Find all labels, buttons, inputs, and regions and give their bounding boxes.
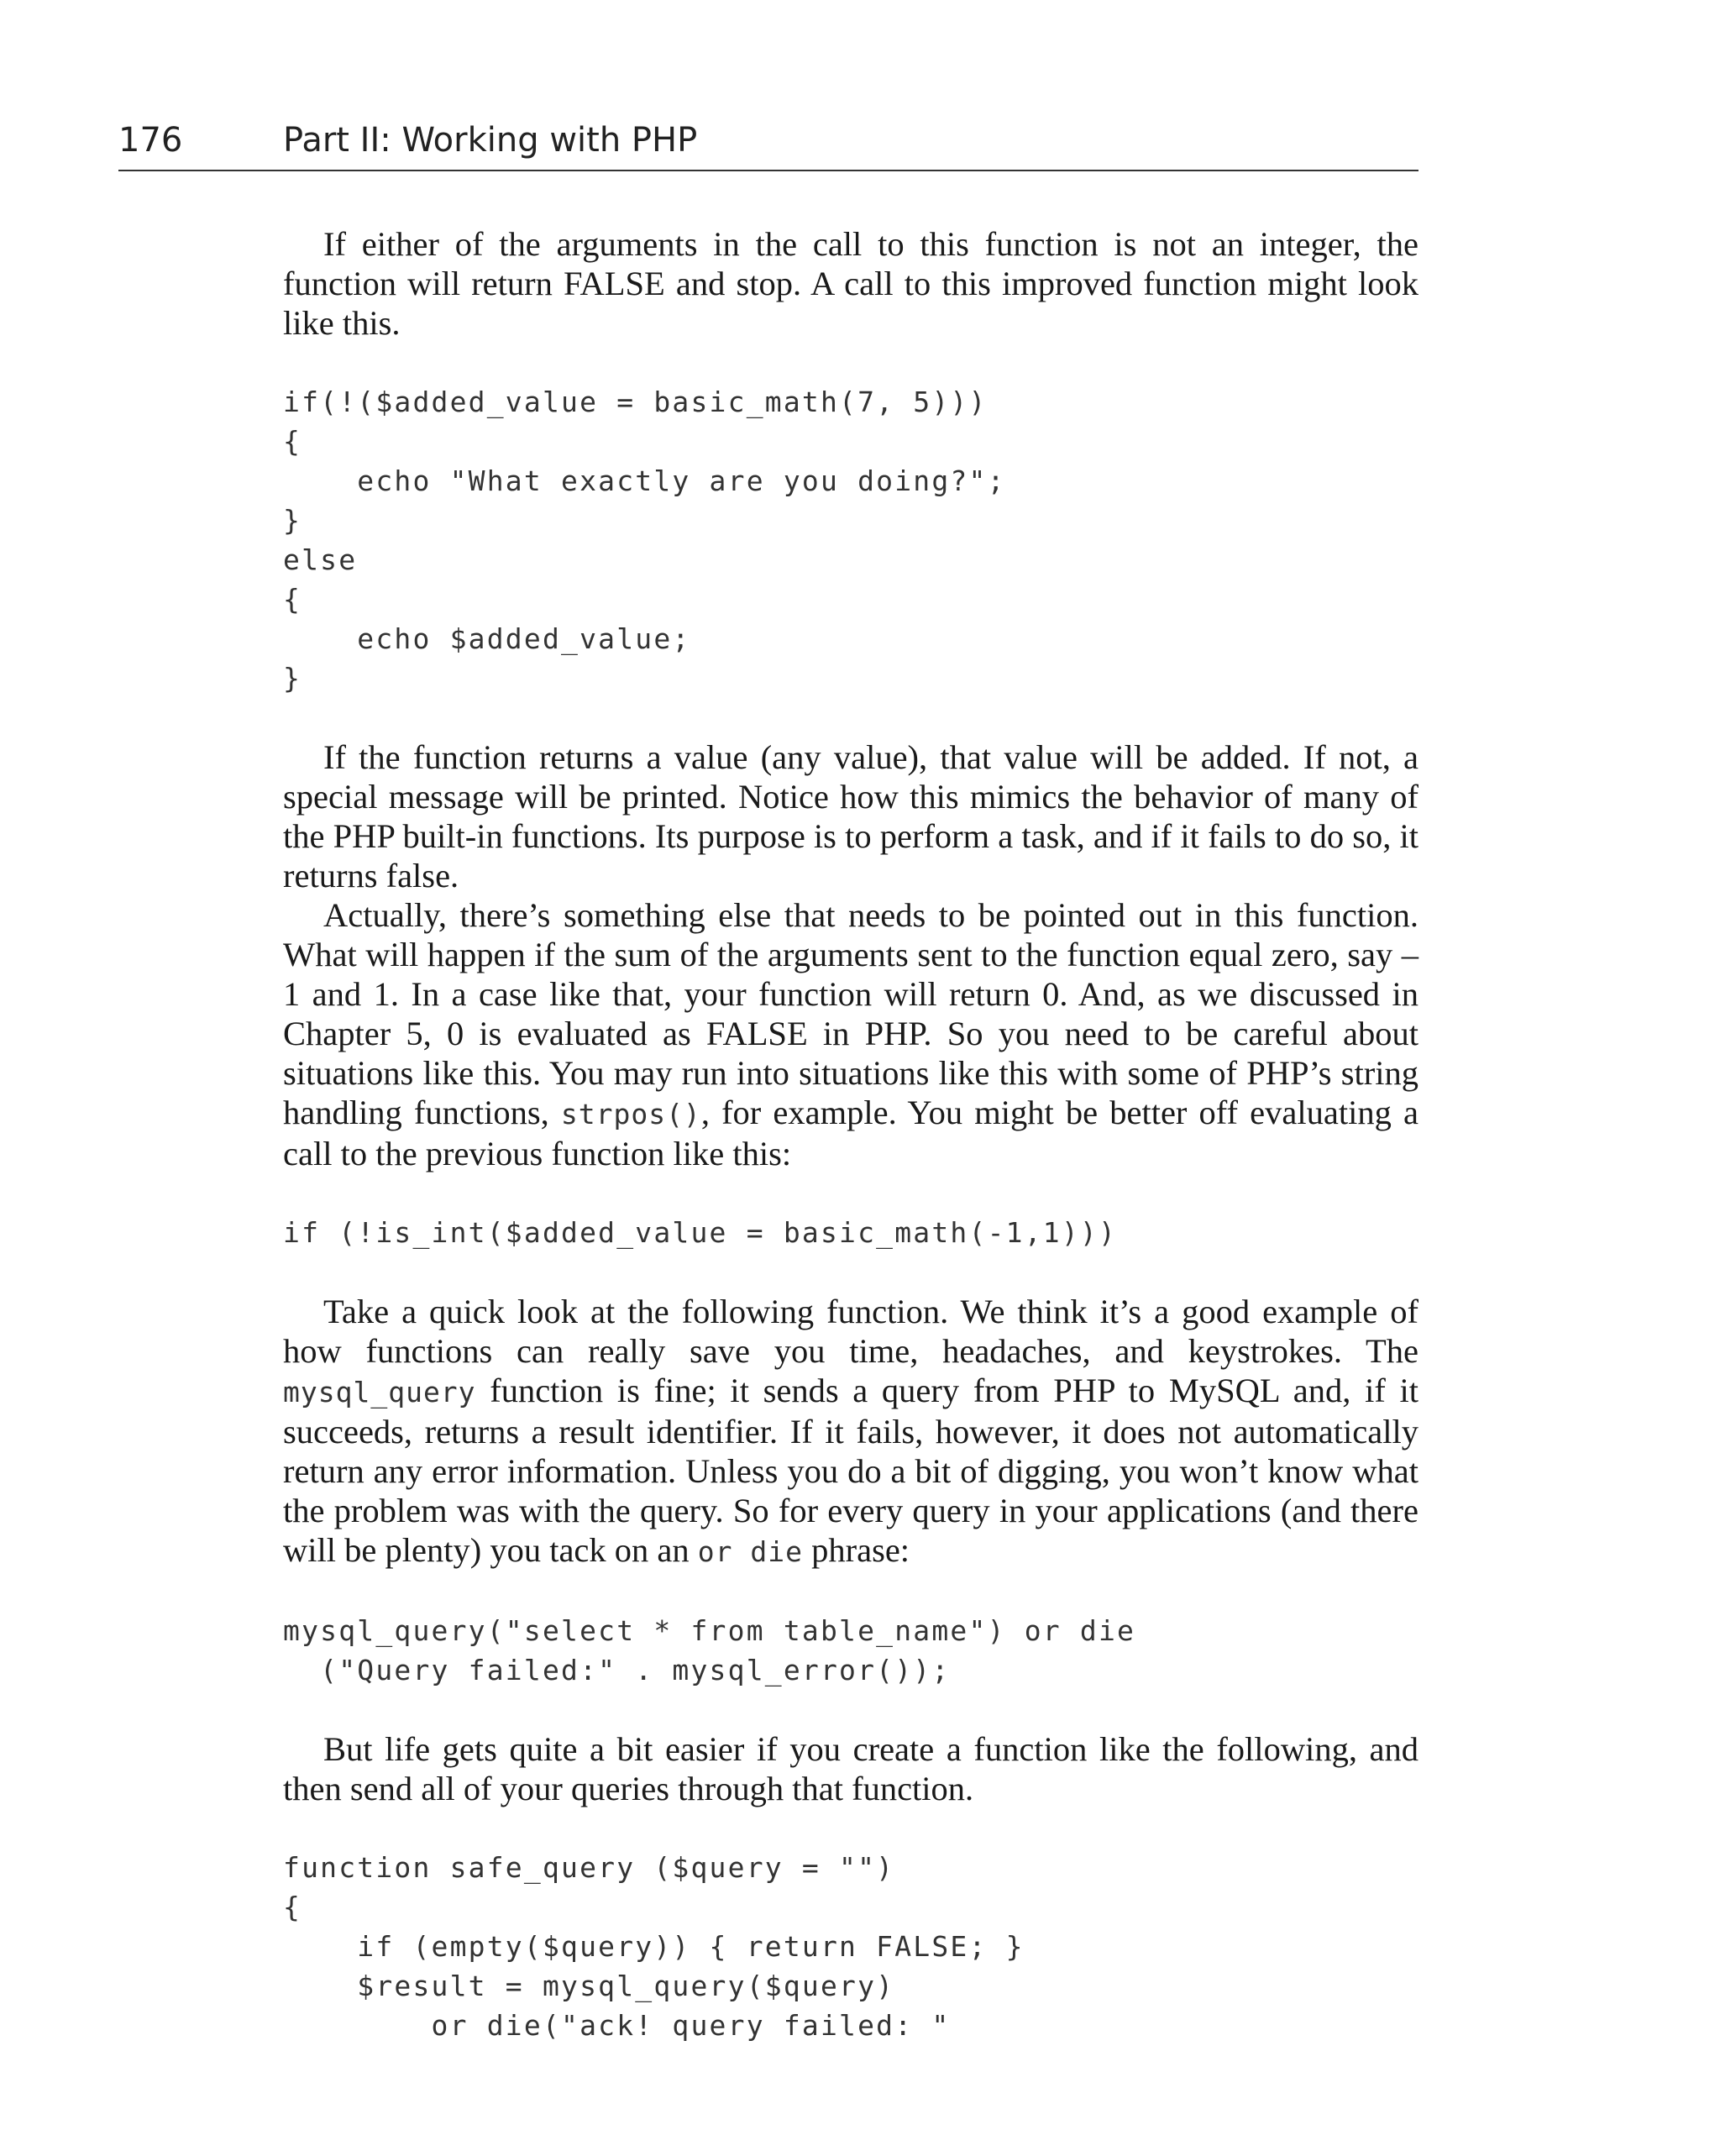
inline-code: mysql_query bbox=[283, 1376, 476, 1408]
page-body bbox=[283, 224, 1418, 2085]
code-line: or die("ack! query failed: " bbox=[283, 2009, 951, 2042]
code-line: else bbox=[283, 543, 358, 576]
code-line: } bbox=[283, 504, 302, 537]
inline-code: or die bbox=[697, 1535, 803, 1568]
code-block-safe-query bbox=[283, 1848, 1418, 2045]
code-block-error-check bbox=[283, 382, 1418, 698]
inline-code: strpos() bbox=[560, 1098, 701, 1130]
code-line: echo "What exactly are you doing?"; bbox=[283, 464, 1006, 497]
paragraph-text: , for example. You might be better off evaluating a call to the previous function like this: bbox=[283, 1094, 1418, 1172]
code-line: if (!is_int($added_value = basic_math(-1,1))) bbox=[283, 1216, 1118, 1249]
paragraph bbox=[283, 895, 1418, 1173]
paragraph-text: phrase: bbox=[802, 1531, 910, 1569]
paragraph bbox=[283, 1292, 1418, 1571]
code-line: echo $added_value; bbox=[283, 622, 691, 655]
paragraph: If the function returns a value (any value), that value will be added. If not, a special message will be printed. Notice how this mimics the behavior of many of the PHP built-in functions. Its purpose is to perform a task, and if it fails to do so, it returns false. bbox=[283, 738, 1418, 894]
code-block-mysql-query bbox=[283, 1611, 1418, 1690]
code-line: { bbox=[283, 425, 302, 458]
page-number: 176 bbox=[118, 121, 183, 160]
paragraph-text: function is fine; it sends a query from PHP to MySQL and, if it succeeds, returns a result identifier. If it fails, however, it does not automatically return any error information. Unless you do a bit of digging, you won’t know what the problem was with the query. So for every query in your applications (and there will be plenty) you tack on an bbox=[283, 1372, 1418, 1569]
paragraph-text: Take a quick look at the following function. We think it’s a good example of how functions can really save you time, headaches, and keystrokes. The bbox=[283, 1293, 1418, 1370]
code-line: { bbox=[283, 1891, 302, 1923]
paragraph: But life gets quite a bit easier if you create a function like the following, and then send all of your queries through that function. bbox=[283, 1730, 1418, 1807]
code-line: } bbox=[283, 662, 302, 695]
code-line: ("Query failed:" . mysql_error()); bbox=[283, 1654, 951, 1687]
code-line: if(!($added_value = basic_math(7, 5))) bbox=[283, 386, 988, 418]
code-line: $result = mysql_query($query) bbox=[283, 1970, 895, 2002]
paragraph: If either of the arguments in the call to this function is not an integer, the function will return FALSE and stop. A call to this improved function might look like this. bbox=[283, 225, 1418, 342]
running-title: Part II: Working with PHP bbox=[283, 121, 698, 160]
code-block-is-int bbox=[283, 1213, 1418, 1252]
paragraph-text: Actually, there’s something else that needs to be pointed out in this function. What will happen if the sum of the arguments sent to the function equal zero, say –1 and 1. In a case like that, your function will return 0. And, as we discussed in Chapter 5, 0 is evaluated as FALSE in PHP. So you need to be careful about situations like this. You may run into situations like this with some of PHP’s string handling functions, bbox=[283, 896, 1418, 1131]
code-line: mysql_query("select * from table_name") or die bbox=[283, 1614, 1136, 1647]
code-line: { bbox=[283, 583, 302, 616]
code-line: if (empty($query)) { return FALSE; } bbox=[283, 1930, 1025, 1963]
running-header bbox=[118, 118, 1418, 171]
code-line: function safe_query ($query = "") bbox=[283, 1851, 895, 1884]
